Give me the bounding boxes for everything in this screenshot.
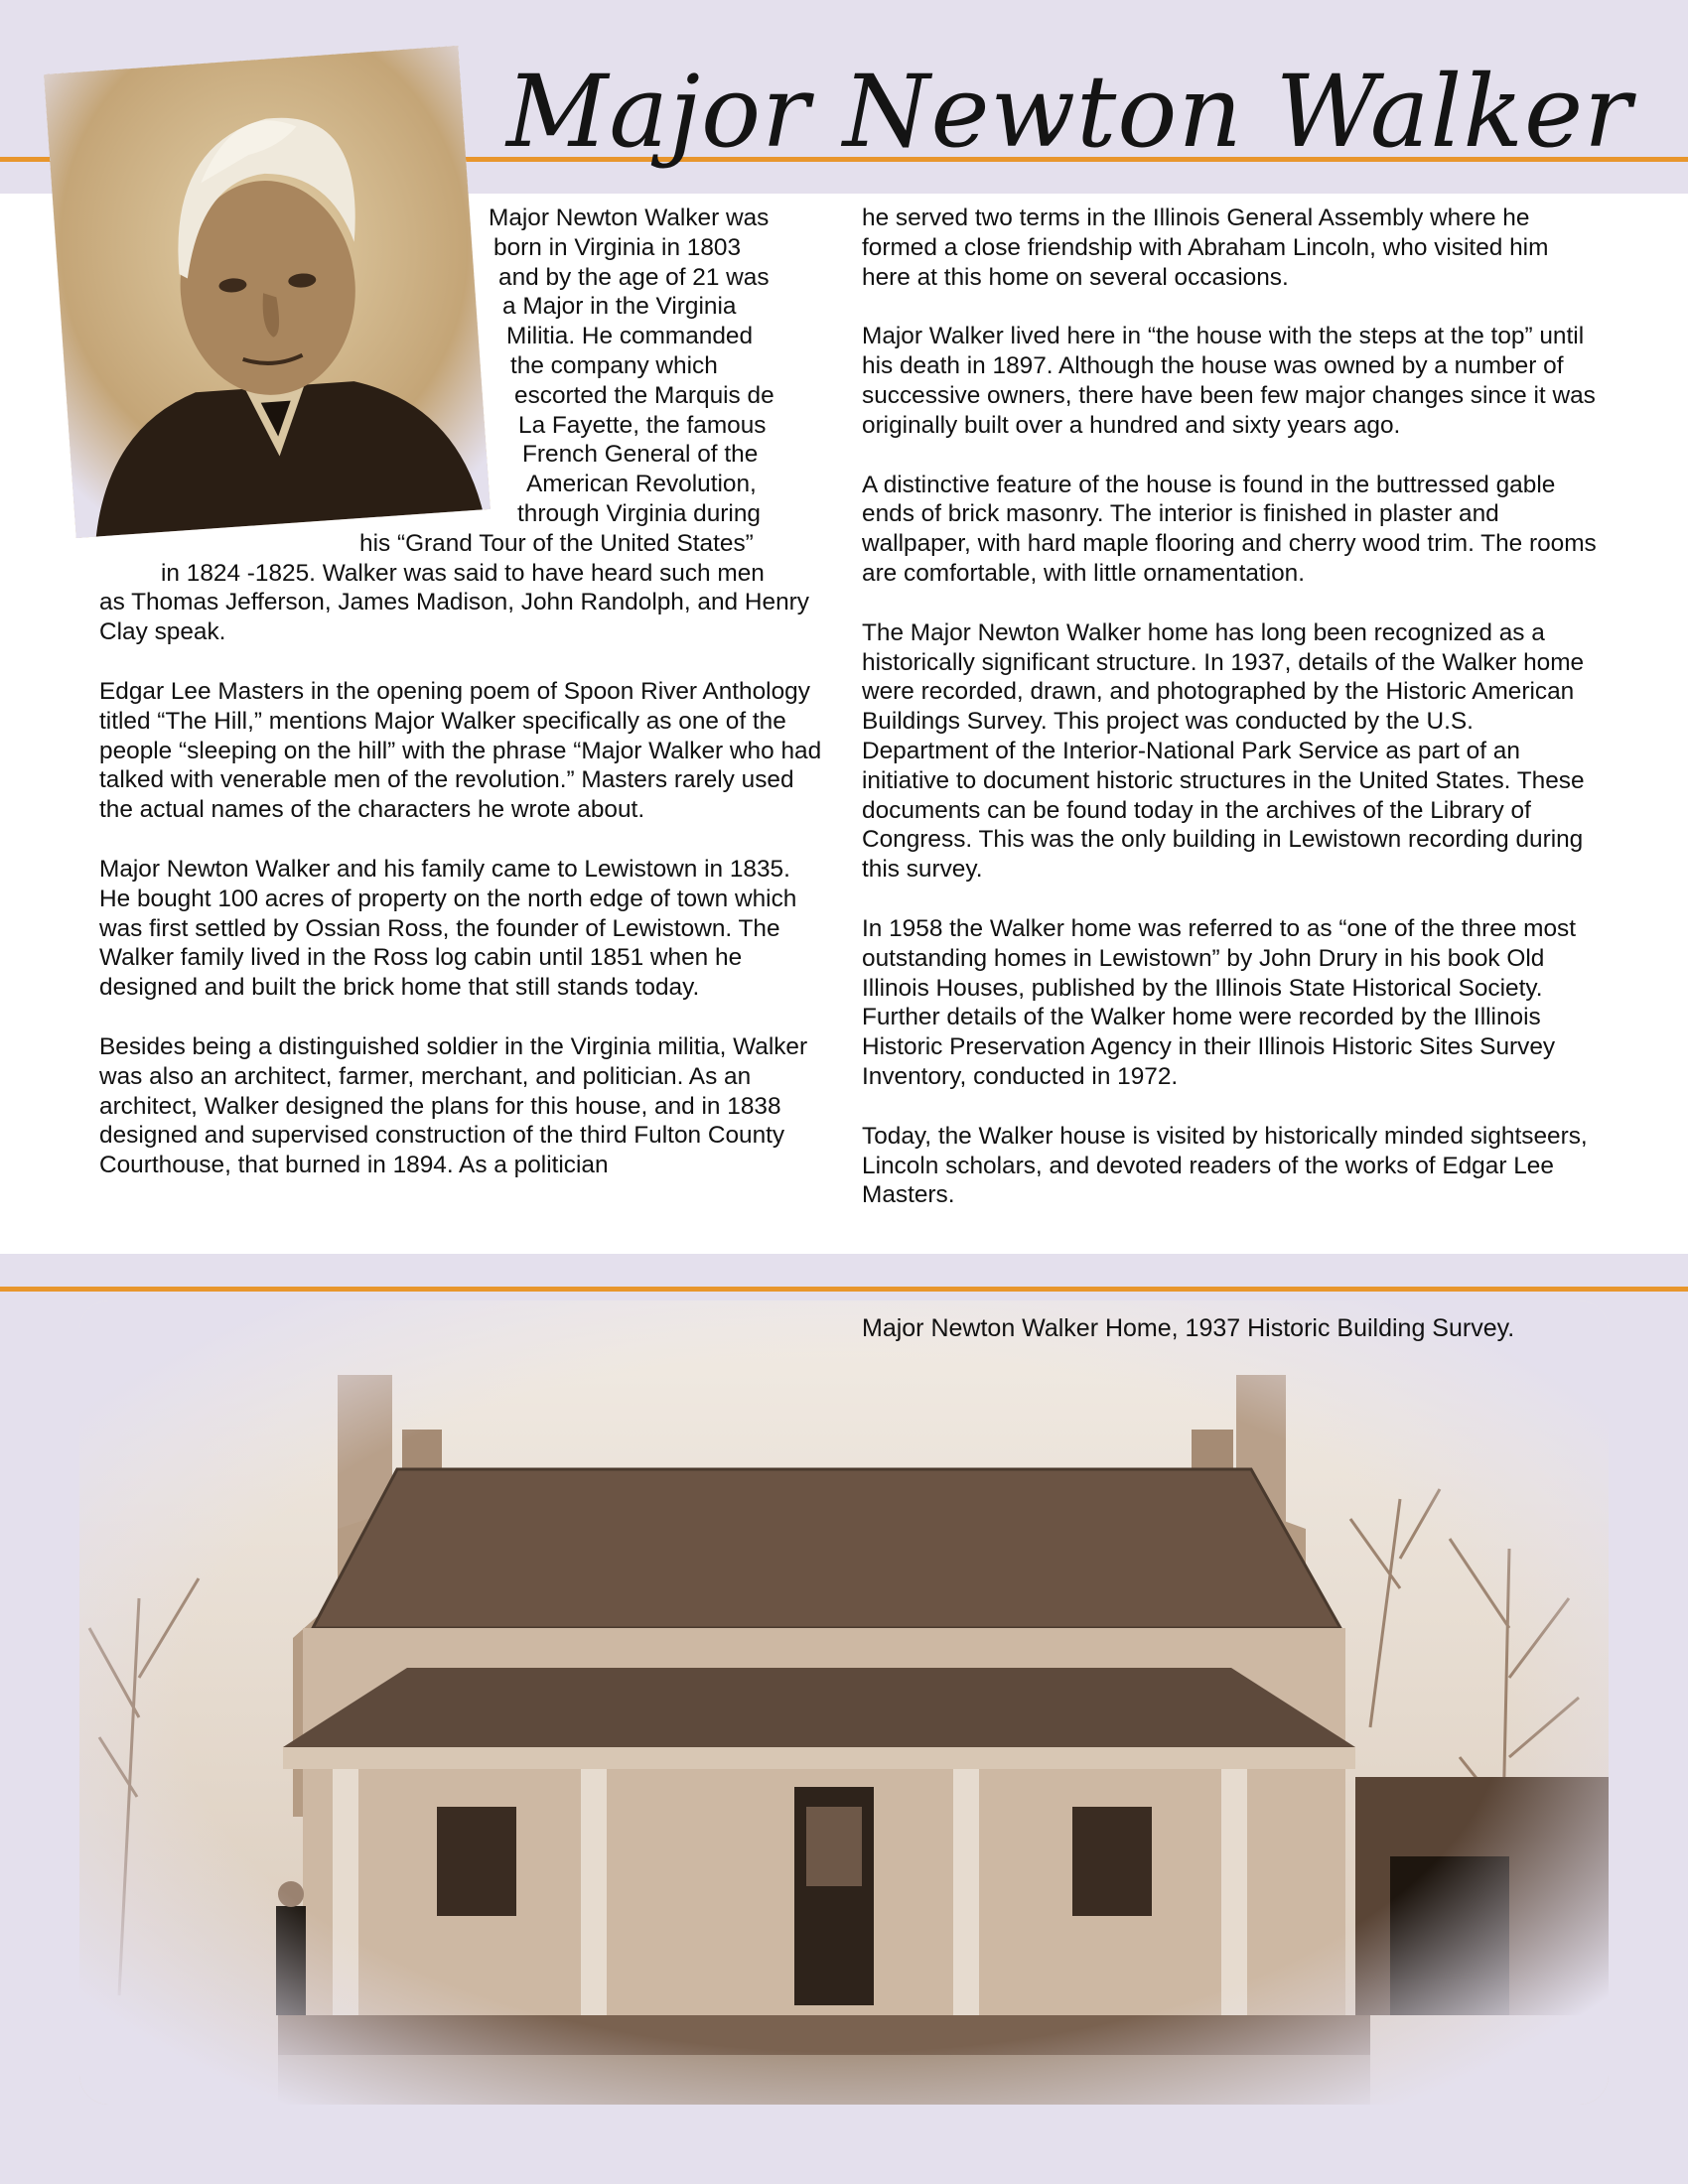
paragraph: In 1958 the Walker home was referred to as “one of the three most outstanding homes in Lewistown” by John Drury in his book Old Illinois Houses, published by the Illinois State Historical Society. Further details of the Walker home were recorded by the Illinois Historic Preservation Agency in their Illinois Historic Sites Survey Inventory, conducted in 1972. <box>862 914 1576 1090</box>
intro-line: through Virginia during <box>517 499 761 527</box>
intro-line: the company which <box>510 351 718 379</box>
portrait-photo-icon <box>44 46 491 538</box>
paragraph: A distinctive feature of the house is found in the buttressed gable ends of brick masonry. The interior is finished in plaster and wallpaper, with hard maple flooring and cherry wood trim. The rooms are comfortable, with little ornamentation. <box>862 471 1597 587</box>
right-column <box>862 204 1597 1240</box>
page-title: Major Newton Walker <box>506 54 1632 170</box>
bottom-rule <box>0 1287 1688 1292</box>
intro-line: his “Grand Tour of the United States” <box>359 529 754 557</box>
intro-line: French General of the <box>522 441 759 469</box>
intro-line: La Fayette, the famous <box>518 411 767 439</box>
paragraph: Besides being a distinguished soldier in the Virginia militia, Walker was also an architect, farmer, merchant, and politician. As an architect, Walker designed the plans for this house, and in 1838 designed and supervised construction of the third Fulton County Courthouse, that burned in 1894. As a politician <box>99 1032 808 1179</box>
paragraph: Major Walker lived here in “the house with the steps at the top” until his death in 1897. Although the house was owned by a number of successive owners, there have been few major changes since it was originally built over a hundred and sixty years ago. <box>862 323 1596 439</box>
paragraph: Edgar Lee Masters in the opening poem of Spoon River Anthology titled “The Hill,” mentions Major Walker specifically as one of the people “sleeping on the hill” with the phrase “Major Walker who had talked with venerable men of the revolution.” Masters rarely used the actual names of the characters he wrote about. <box>99 677 822 824</box>
photo-caption: Major Newton Walker Home, 1937 Historic Building Survey. <box>862 1314 1515 1342</box>
intro-line: in 1824 -1825. Walker was said to have heard such men <box>161 559 765 587</box>
intro-line: escorted the Marquis de <box>514 381 774 409</box>
intro-line: Militia. He commanded <box>506 323 754 350</box>
intro-line: Major Newton Walker was <box>489 205 770 231</box>
paragraph: The Major Newton Walker home has long been recognized as a historically significant structure. In 1937, details of the Walker home were recorded, drawn, and photographed by the Historic American Buildings Survey. This project was conducted by the U.S. Department of the Interior-National Park Service as part of an initiative to document historic structures in the United States. These documents can be found today in the archives of the Library of Congress. This was the only building in Lewistown recording during this survey. <box>862 618 1585 884</box>
intro-line: born in Virginia in 1803 <box>493 233 742 261</box>
paragraph: Major Newton Walker and his family came to Lewistown in 1835. He bought 100 acres of property on the north edge of town which was first settled by Ossian Ross, the founder of Lewistown. The Walker family lived in the Ross log cabin until 1851 when he designed and built the brick home that still stands today. <box>99 855 797 1002</box>
intro-line: a Major in the Virginia <box>502 293 737 321</box>
paragraph: as Thomas Jefferson, James Madison, John Randolph, and Henry Clay speak. <box>99 589 809 646</box>
intro-line: American Revolution, <box>526 471 757 498</box>
paragraph: Today, the Walker house is visited by historically minded sightseers, Lincoln scholars, and devoted readers of the works of Edgar Lee Masters. <box>862 1122 1588 1209</box>
intro-line: and by the age of 21 was <box>498 263 770 291</box>
house-photo-icon <box>79 1300 1609 2105</box>
paragraph: he served two terms in the Illinois General Assembly where he formed a close friendship with Abraham Lincoln, who visited him here at this home on several occasions. <box>862 205 1549 291</box>
